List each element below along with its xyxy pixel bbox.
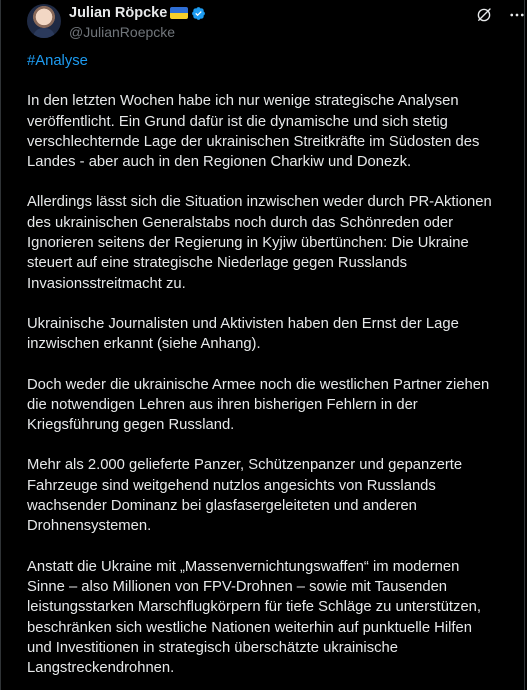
text-line: leistungsstarken Marschflugkörpern für tiefe Schläge zu unterstützen,	[27, 599, 482, 616]
tweet-paragraph-5	[27, 455, 507, 536]
text-line: wachsender Dominanz bei glasfasergeleiteten und anderen	[27, 498, 417, 515]
verified-badge-icon	[191, 6, 206, 21]
text-line: Drohnensystemen.	[27, 518, 152, 535]
tweet-text	[27, 51, 507, 678]
grok-icon[interactable]	[475, 6, 493, 24]
tweet-paragraph-6	[27, 557, 507, 679]
tweet-paragraph-1	[27, 91, 507, 172]
tweet-paragraph-4	[27, 375, 507, 436]
text-line: Landes - aber auch in den Regionen Charkiw und Donezk.	[27, 154, 412, 171]
ukraine-flag-icon	[170, 7, 188, 19]
text-line: Invasionsstreitmacht zu.	[27, 275, 186, 292]
text-line: Anstatt die Ukraine mit „Massenvernichtungswaffen“ im modernen	[27, 558, 460, 575]
text-line: Sinne – also Millionen von FPV-Drohnen – sowie mit Tausenden	[27, 578, 448, 595]
hashtag-link[interactable]: #Analyse	[27, 53, 88, 69]
text-line: Langstreckendrohnen.	[27, 660, 175, 677]
text-line: steuert auf eine strategische Niederlage gegen Russlands	[27, 255, 408, 272]
text-line: Ignorieren seitens der Regierung in Kyjiw übertünchen: Die Ukraine	[27, 235, 469, 252]
text-line: die notwendigen Lehren aus ihren bisherigen Fehlern in der	[27, 396, 418, 413]
more-icon[interactable]	[507, 6, 527, 24]
text-line: Mehr als 2.000 gelieferte Panzer, Schützenpanzer und gepanzerte	[27, 457, 463, 474]
tweet-header	[27, 4, 507, 40]
tweet-paragraph-3	[27, 314, 507, 355]
text-line: beschränken sich westliche Nationen weiterhin auf punktuelle Hilfen	[27, 619, 472, 636]
text-line: veröffentlicht. Ein Grund dafür ist die dynamische und sich stetig	[27, 113, 448, 130]
text-line: Fahrzeuge sind weitgehend nutzlos angesichts von Russlands	[27, 477, 436, 494]
avatar[interactable]	[27, 4, 61, 38]
text-line: verschlechternde Lage der ukrainischen Streitkräfte im Südosten des	[27, 133, 480, 150]
text-line: des ukrainischen Generalstabs noch durch das Schönreden oder	[27, 214, 454, 231]
author-display-name[interactable]: Julian Röpcke	[69, 5, 168, 21]
text-line: und Investitionen in strategisch überschätzte ukrainische	[27, 639, 398, 656]
text-line: Kriegsführung gegen Russland.	[27, 417, 235, 434]
author-handle[interactable]: @JulianRoepcke	[69, 24, 176, 40]
tweet-paragraph-2	[27, 192, 507, 293]
text-line: Allerdings lässt sich die Situation inzwischen weder durch PR-Aktionen	[27, 194, 492, 211]
author-name-row[interactable]	[69, 5, 206, 21]
text-line: inzwischen erkannt (siehe Anhang).	[27, 336, 261, 353]
text-line: Doch weder die ukrainische Armee noch die westlichen Partner ziehen	[27, 376, 490, 393]
text-line: In den letzten Wochen habe ich nur wenige strategische Analysen	[27, 93, 459, 110]
text-line: Ukrainische Journalisten und Aktivisten haben den Ernst der Lage	[27, 315, 459, 332]
